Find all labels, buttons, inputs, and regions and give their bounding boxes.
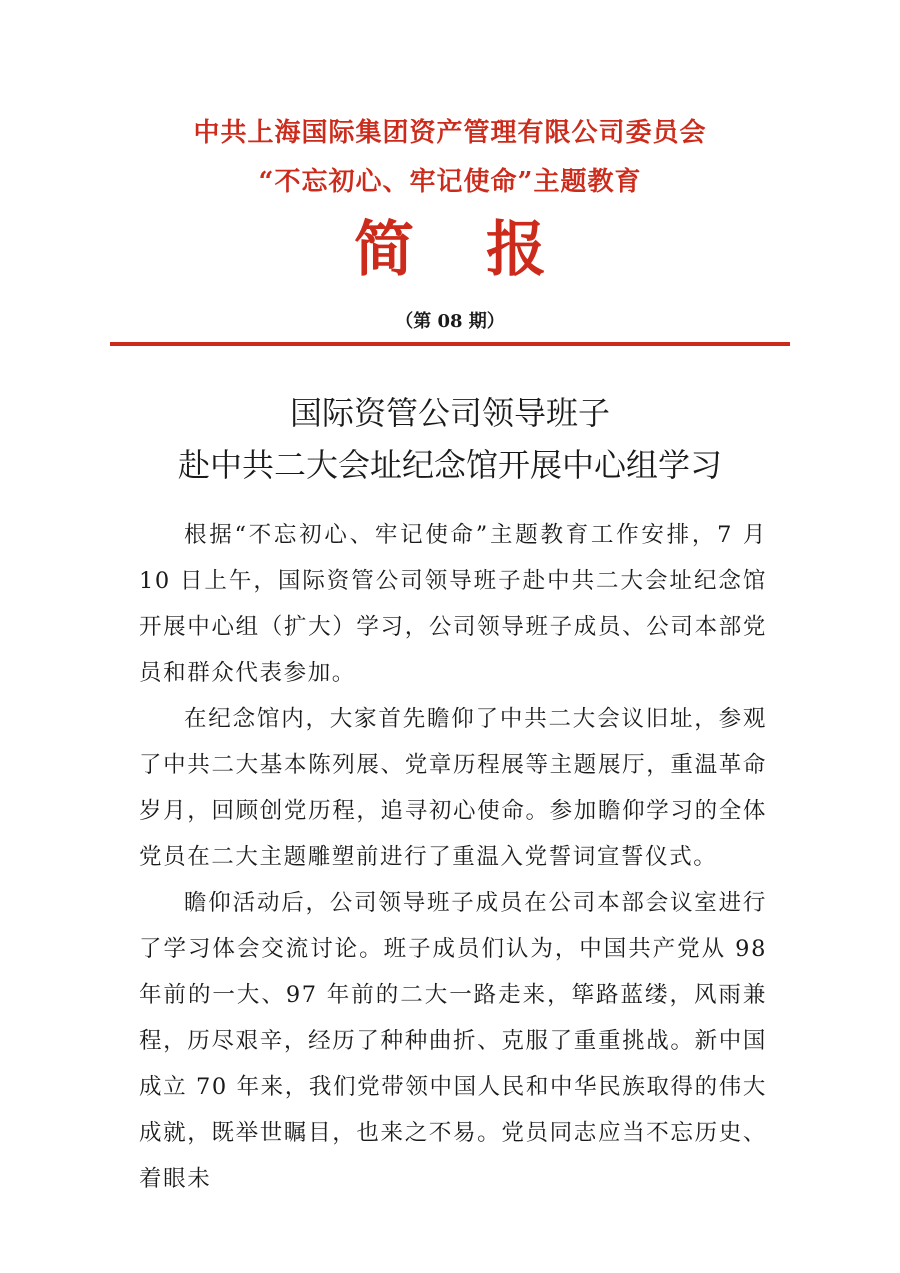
paragraph-1: 根据“不忘初心、牢记使命”主题教育工作安排，7 月 10 日上午，国际资管公司领导班子赴中共二大会址纪念馆开展中心组（扩大）学习，公司领导班子成员、公司本部党员和群众代表参加。 [139, 522, 767, 686]
organization-name: 中共上海国际集团资产管理有限公司委员会 [193, 118, 707, 148]
article-title-line-1: 国际资管公司领导班子 [289, 394, 610, 432]
issue-number: （第 08 期） [395, 311, 505, 332]
theme-education-line: “不忘初心、牢记使命”主题教育 [258, 167, 642, 197]
red-divider-rule [110, 342, 790, 346]
paragraph-3: 瞻仰活动后，公司领导班子成员在公司本部会议室进行了学习体会交流讨论。班子成员们认为，中国共产党从 98 年前的一大、97 年前的二大一路走来，筚路蓝缕，风雨兼程，历尽艰辛，经历了种种曲折、克服了重重挑战。新中国成立 70 年来，我们党带领中国人民和中华民族取得的伟大成就，既举世瞩目，也来之不易。党员同志应当不忘历史、着眼未 [139, 890, 767, 1192]
bulletin-title: 简报 [354, 215, 618, 285]
article-body [139, 512, 767, 1202]
article-title-line-2: 赴中共二大会址纪念馆开展中心组学习 [177, 446, 722, 484]
paragraph-2: 在纪念馆内，大家首先瞻仰了中共二大会议旧址，参观了中共二大基本陈列展、党章历程展等主题展厅，重温革命岁月，回顾创党历程，追寻初心使命。参加瞻仰学习的全体党员在二大主题雕塑前进行了重温入党誓词宣誓仪式。 [139, 706, 767, 870]
